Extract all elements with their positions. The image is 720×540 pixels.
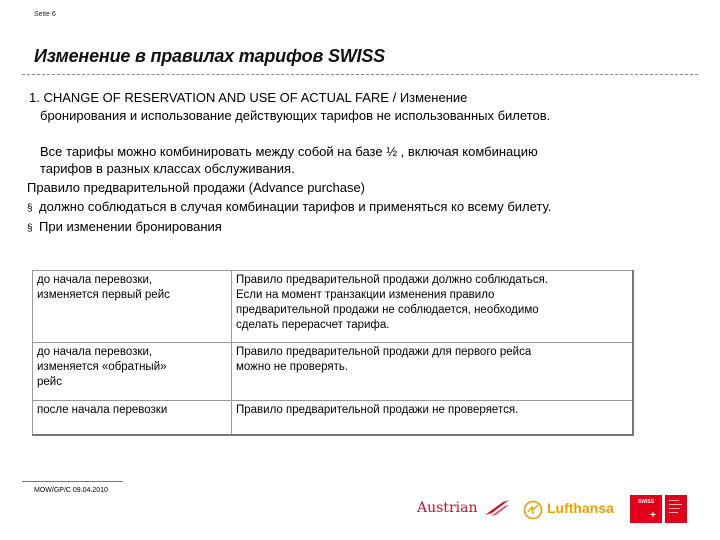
austrian-wing-icon	[483, 499, 511, 522]
section-heading-line: 1. CHANGE OF RESERVATION AND USE OF ACTUAL FARE / Изменение	[29, 90, 468, 105]
cell-line: предварительной продажи не соблюдается, необходимо	[236, 304, 539, 316]
bullet-item	[27, 198, 551, 217]
cell-line: изменяется «обратный»	[37, 361, 167, 373]
austrian-logo: Austrian	[417, 500, 478, 516]
swiss-logo-panel	[665, 495, 687, 523]
bullet-text: При изменении бронирования	[39, 219, 222, 234]
cell-line: до начала перевозки,	[37, 274, 153, 286]
rule-cell	[232, 271, 634, 343]
page-title: Изменение в правилах тарифов SWISS	[34, 46, 385, 66]
cell-line: Правило предварительной продажи не проверяется.	[236, 404, 519, 416]
cell-line: Правило предварительной продажи для первого рейса	[236, 346, 532, 358]
lufthansa-logo: Lufthansa	[547, 500, 614, 516]
section-heading-line: бронирования и использование действующих тарифов не использованных билетов.	[40, 108, 551, 123]
cell-line: рейс	[37, 376, 62, 388]
title-divider	[22, 74, 698, 75]
footer-divider	[22, 481, 123, 482]
swiss-logo-text: SWISS	[637, 499, 655, 505]
cell-line: изменяется первый рейс	[37, 289, 170, 301]
decorative-line	[669, 500, 679, 501]
footer-date-code: MOW/GP/C 09.04.2010	[34, 487, 108, 494]
bullet-icon: §	[27, 223, 33, 234]
cell-line: можно не проверять.	[236, 361, 349, 373]
paragraph-line: Все тарифы можно комбинировать между собой на базе ½ , включая комбинацию	[40, 144, 538, 159]
bullet-text: должно соблюдаться в случая комбинации тарифов и применяться ко всему билету.	[39, 199, 552, 214]
cell-line: после начала перевозки	[37, 404, 168, 416]
decorative-line	[669, 504, 682, 505]
table-row	[33, 401, 634, 435]
swiss-logo	[630, 495, 662, 523]
condition-cell	[33, 271, 232, 343]
table-row	[33, 271, 634, 343]
rule-cell	[232, 401, 634, 435]
condition-cell	[33, 343, 232, 401]
cell-line: сделать перерасчет тарифа.	[236, 319, 390, 331]
rule-cell	[232, 343, 634, 401]
decorative-line	[669, 512, 678, 513]
table-row	[33, 343, 634, 401]
paragraph-line: тарифов в разных классах обслуживания.	[40, 161, 295, 176]
decorative-line	[669, 508, 680, 509]
lufthansa-crane-icon	[523, 500, 543, 525]
condition-cell	[33, 401, 232, 435]
fare-rules-table	[32, 270, 634, 436]
bullet-icon: §	[27, 203, 33, 214]
bullet-item	[27, 218, 222, 237]
cell-line: Если на момент транзакции изменения правило	[236, 289, 495, 301]
advance-purchase-heading: Правило предварительной продажи (Advance purchase)	[27, 180, 366, 195]
swiss-cross-icon: +	[650, 510, 656, 521]
cell-line: Правило предварительной продажи должно соблюдаться.	[236, 274, 549, 286]
page-number: Seite 6	[34, 11, 56, 18]
cell-line: до начала перевозки,	[37, 346, 153, 358]
